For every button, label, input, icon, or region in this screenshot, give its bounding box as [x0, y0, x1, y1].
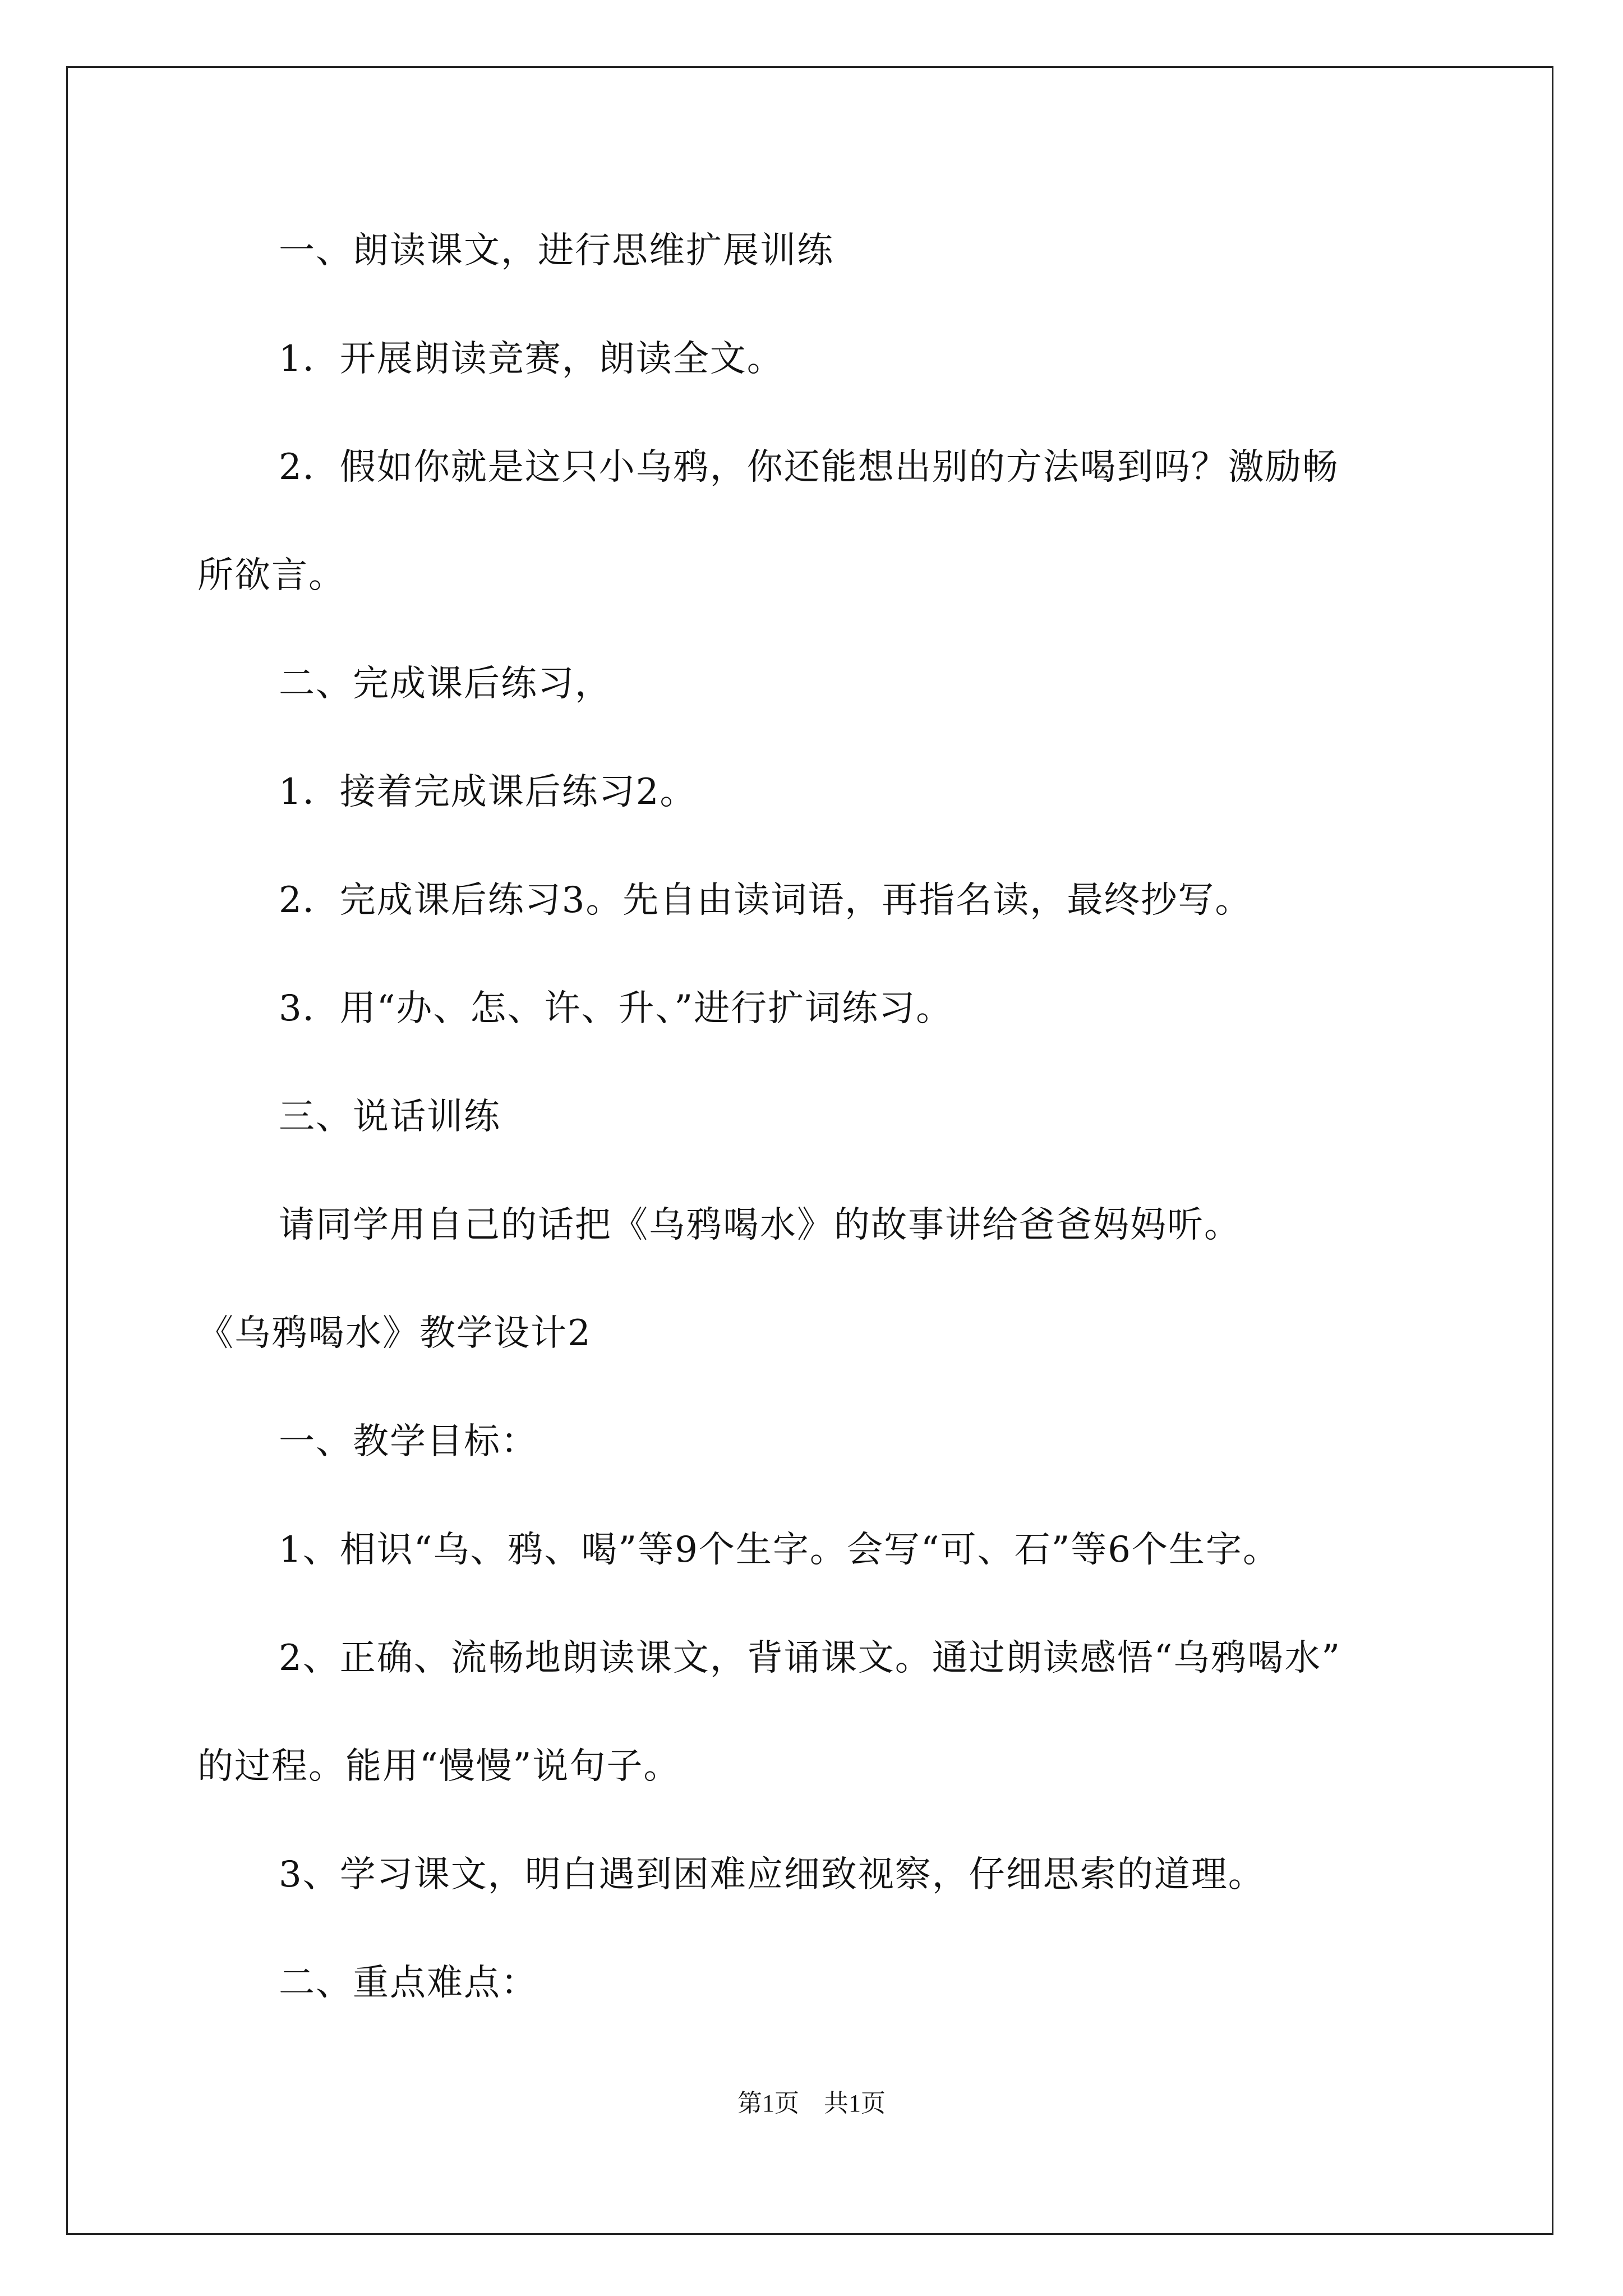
section-title: 《乌鸦喝水》教学设计2 — [197, 1313, 592, 1354]
heading-teaching-goals: 一、教学目标： — [279, 1421, 538, 1462]
paragraph-line: 1、相识“乌、鸦、喝”等9个生字。会写“可、石”等6个生字。 — [279, 1529, 1280, 1571]
paragraph-line: 1．接着完成课后练习2。 — [279, 771, 697, 813]
heading-speaking-training: 三、说话训练 — [279, 1096, 501, 1138]
paragraph-line: 1．开展朗读竞赛，朗读全文。 — [279, 338, 784, 380]
heading-exercises: 二、完成课后练习， — [279, 663, 612, 705]
paragraph-line: 2．假如你就是这只小乌鸦，你还能想出别的方法喝到吗？激励畅 — [279, 447, 1339, 488]
page-footer: 第1页 共1页 — [737, 2090, 886, 2117]
paragraph-line: 3．用“办、怎、许、升、”进行扩词练习。 — [279, 988, 953, 1029]
paragraph-line: 3、学习课文，明白遇到困难应细致视察，仔细思索的道理。 — [279, 1854, 1265, 1895]
paragraph-line: 2、正确、流畅地朗读课文，背诵课文。通过朗读感悟“乌鸦喝水” — [279, 1637, 1341, 1679]
paragraph-line: 所欲言。 — [197, 555, 345, 596]
heading-key-points: 二、重点难点： — [279, 1962, 538, 2004]
paragraph-line: 请同学用自己的话把《乌鸦喝水》的故事讲给爸爸妈妈听。 — [279, 1204, 1241, 1246]
paragraph-line: 的过程。能用“慢慢”说句子。 — [197, 1746, 681, 1787]
page-frame — [66, 66, 1553, 2235]
heading-reading-training: 一、朗读课文，进行思维扩展训练 — [279, 230, 834, 272]
paragraph-line: 2．完成课后练习3。先自由读词语，再指名读，最终抄写。 — [279, 880, 1252, 921]
